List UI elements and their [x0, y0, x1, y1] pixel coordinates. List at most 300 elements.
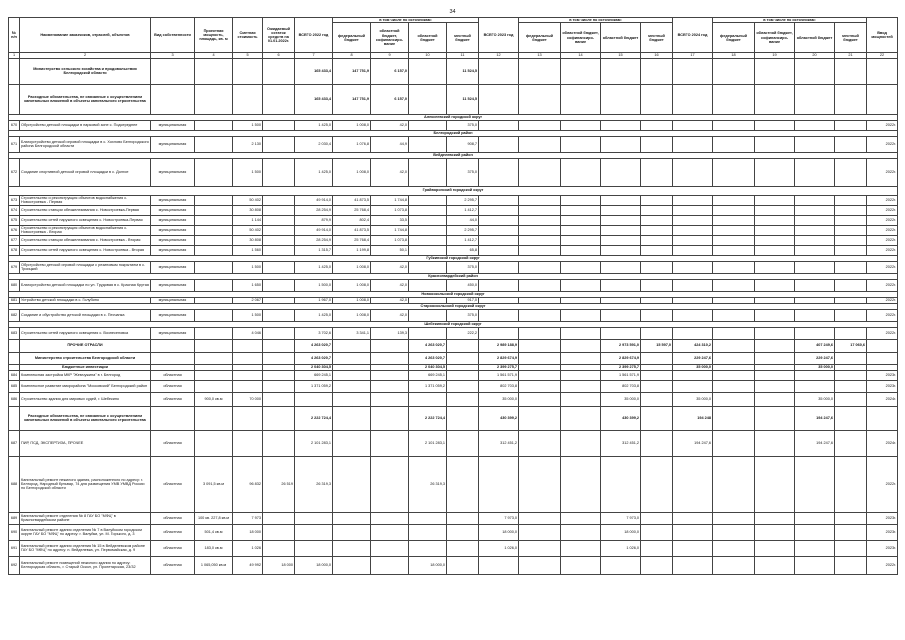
table-cell [641, 327, 673, 339]
table-cell [713, 524, 755, 540]
table-cell [867, 339, 898, 352]
header-regional: областной бюджет [409, 23, 447, 53]
table-cell [795, 524, 835, 540]
table-cell: 28 254,9 [295, 235, 333, 245]
table-cell: 26 319,3 [409, 456, 447, 512]
table-cell [195, 120, 233, 130]
section-title: Шебекинский городской округ [9, 321, 898, 327]
table-cell: 1 008,0 [333, 120, 371, 130]
table-cell [601, 327, 641, 339]
table-cell: 42,0 [371, 297, 409, 303]
table-cell [409, 84, 447, 114]
table-cell [333, 406, 371, 430]
table-cell: муниципальная [151, 215, 195, 225]
table-cell: 7 973,0 [601, 512, 641, 524]
table-cell: 1 315,7 [295, 245, 333, 255]
table-cell [755, 261, 795, 273]
table-cell: Капитальный ремонт нежилого здания, расположенного по адресу: г. Белгород, Народный бульвар, 74 для размещения УМВ УМВД России по Белгородской области [20, 456, 151, 512]
table-cell [479, 195, 519, 205]
table-cell: Комплексное развитие микрорайона "Московский" Белгородский район [20, 380, 151, 392]
table-cell [641, 352, 673, 364]
table-cell [263, 245, 295, 255]
table-cell [195, 158, 233, 186]
table-cell [755, 352, 795, 364]
table-cell: 42,0 [371, 309, 409, 321]
table-cell: 674 [9, 205, 20, 215]
table-cell [479, 245, 519, 255]
table-cell: 1 500,0 [295, 279, 333, 291]
table-cell [561, 430, 601, 456]
table-cell: 2022г. [867, 225, 898, 235]
table-cell: 194 248 [673, 406, 713, 430]
table-cell: 139,3 [371, 327, 409, 339]
table-cell [713, 430, 755, 456]
table-cell: Создание спортивной детской игровой площадки в с. Долгое [20, 158, 151, 186]
table-cell: 50,1 [371, 245, 409, 255]
table-cell [601, 136, 641, 152]
table-cell [755, 430, 795, 456]
table-cell: 1 073,8 [371, 235, 409, 245]
table-cell [641, 136, 673, 152]
table-cell: Строительство станции обезжелезивания с. Новостроевка-Первая [20, 205, 151, 215]
table-row [9, 158, 898, 186]
table-cell [263, 524, 295, 540]
header-capacity: Проектная мощность, площадь, кв. м [195, 18, 233, 53]
table-cell [447, 556, 479, 574]
table-cell [641, 512, 673, 524]
table-cell: 430 399,2 [601, 406, 641, 430]
table-cell [755, 380, 795, 392]
table-cell: 30 808 [233, 235, 263, 245]
table-cell [263, 261, 295, 273]
table-cell [479, 205, 519, 215]
table-cell: 802 703,8 [479, 380, 519, 392]
table-cell [447, 339, 479, 352]
table-cell [561, 205, 601, 215]
column-index: 14 [561, 53, 601, 58]
table-cell [561, 309, 601, 321]
table-cell [333, 339, 371, 352]
table-cell [519, 456, 561, 512]
table-cell [295, 524, 333, 540]
table-cell [371, 524, 409, 540]
table-cell: 1 371 059,2 [409, 380, 447, 392]
table-cell: 1 967,0 [295, 297, 333, 303]
table-cell: ПРОЧИЕ ОТРАСЛИ [20, 339, 151, 352]
table-row [9, 120, 898, 130]
table-row [9, 279, 898, 291]
table-cell [409, 235, 447, 245]
table-cell [601, 195, 641, 205]
table-cell [479, 136, 519, 152]
table-cell [447, 540, 479, 556]
table-cell [195, 339, 233, 352]
table-cell [9, 58, 20, 84]
table-cell [479, 556, 519, 574]
column-index: 2 [20, 53, 151, 58]
table-cell [641, 540, 673, 556]
table-cell [641, 58, 673, 84]
table-cell [835, 279, 867, 291]
table-row [9, 235, 898, 245]
table-cell [263, 235, 295, 245]
table-cell [519, 392, 561, 406]
table-cell [713, 327, 755, 339]
table-cell: муниципальная [151, 245, 195, 255]
table-cell [601, 215, 641, 225]
table-cell [755, 406, 795, 430]
table-cell: 375,0 [447, 158, 479, 186]
table-cell: муниципальная [151, 327, 195, 339]
table-cell: 165 433,4 [295, 84, 333, 114]
table-cell [713, 205, 755, 215]
table-cell [263, 512, 295, 524]
table-cell [479, 456, 519, 512]
table-cell [371, 406, 409, 430]
table-cell [151, 352, 195, 364]
table-cell: 375,0 [447, 309, 479, 321]
table-cell: 35 000,0 [795, 364, 835, 370]
table-cell [795, 556, 835, 574]
table-row [9, 370, 898, 380]
table-cell [713, 279, 755, 291]
table-cell [263, 327, 295, 339]
table-cell [641, 430, 673, 456]
table-cell [195, 225, 233, 235]
table-cell [755, 120, 795, 130]
table-cell [519, 430, 561, 456]
table-cell [195, 279, 233, 291]
table-cell [409, 215, 447, 225]
table-cell: 6 157,0 [371, 84, 409, 114]
table-cell: 669 245,1 [295, 370, 333, 380]
table-cell [151, 339, 195, 352]
table-cell [561, 235, 601, 245]
table-cell: 677 [9, 235, 20, 245]
table-cell: 312 451,2 [601, 430, 641, 456]
table-cell [409, 195, 447, 205]
header-estimate: Сметная стоимость [233, 18, 263, 53]
table-cell: 50 402 [233, 195, 263, 205]
table-cell: 1 026,0 [479, 540, 519, 556]
table-cell: 1 199,8 [333, 245, 371, 255]
table-cell [755, 524, 795, 540]
table-cell [755, 392, 795, 406]
table-cell: муниципальная [151, 235, 195, 245]
table-cell [755, 58, 795, 84]
table-cell: 2 973 591,0 [601, 339, 641, 352]
table-row [9, 524, 898, 540]
table-cell [755, 456, 795, 512]
table-cell: 2022г. [867, 309, 898, 321]
table-cell: 1 026,0 [601, 540, 641, 556]
table-cell: 1 412,7 [447, 205, 479, 215]
table-cell [673, 524, 713, 540]
table-cell [409, 327, 447, 339]
table-cell [195, 235, 233, 245]
page-number: 34 [449, 9, 456, 15]
table-cell: 1 412,7 [447, 235, 479, 245]
header-regional-cofin: областной бюджет, софинансиро-вание [755, 23, 795, 53]
table-cell: 2 101 283,1 [295, 430, 333, 456]
table-row [9, 84, 898, 114]
table-cell [673, 380, 713, 392]
table-cell [601, 84, 641, 114]
table-cell: Устройство детской площадки в с. Голубино [20, 297, 151, 303]
table-cell [479, 225, 519, 235]
table-cell [479, 158, 519, 186]
table-cell: 2 829 674,9 [601, 352, 641, 364]
table-cell [835, 352, 867, 364]
table-cell [561, 327, 601, 339]
table-cell [641, 456, 673, 512]
table-cell: 2023г. [867, 380, 898, 392]
table-cell [263, 309, 295, 321]
table-cell: 25 768,4 [333, 205, 371, 215]
table-cell: ПИР, ПСД, ЭКСПЕРТИЗА, ПРОЧЕЕ [20, 430, 151, 456]
table-cell [835, 430, 867, 456]
table-cell [519, 205, 561, 215]
table-cell: 49 914,0 [295, 225, 333, 235]
table-cell [673, 309, 713, 321]
table-cell [713, 352, 755, 364]
table-cell: 1 561 571,9 [479, 370, 519, 380]
table-cell [601, 456, 641, 512]
table-cell [519, 512, 561, 524]
table-cell [835, 120, 867, 130]
column-index: 7 [295, 53, 333, 58]
table-cell: 2 989 188,9 [479, 339, 519, 352]
table-cell [561, 215, 601, 225]
table-cell [333, 380, 371, 392]
table-cell [409, 512, 447, 524]
table-cell [835, 540, 867, 556]
table-cell [333, 540, 371, 556]
header-federal: федеральный бюджет [333, 23, 371, 53]
table-row [9, 205, 898, 215]
table-cell: 1 008,0 [333, 297, 371, 303]
column-index: 21 [835, 53, 867, 58]
table-cell [561, 540, 601, 556]
column-index: 8 [333, 53, 371, 58]
table-cell: 50 402 [233, 225, 263, 235]
table-cell [519, 327, 561, 339]
table-cell [835, 524, 867, 540]
table-cell: 2022г. [867, 261, 898, 273]
table-cell: 678 [9, 245, 20, 255]
table-cell [519, 58, 561, 84]
table-cell [151, 84, 195, 114]
table-cell [673, 84, 713, 114]
table-cell [673, 195, 713, 205]
table-cell [409, 120, 447, 130]
table-cell [519, 215, 561, 225]
table-cell [641, 279, 673, 291]
table-cell: Расходные обязательства, не связанные с осуществлением капитальных вложений в объекты капитального строительства [20, 406, 151, 430]
column-index: 15 [601, 53, 641, 58]
column-index: 9 [371, 53, 409, 58]
table-cell: 684 [9, 370, 20, 380]
table-row [9, 339, 898, 352]
table-cell [263, 58, 295, 84]
table-cell: 2022г. [867, 195, 898, 205]
table-cell [409, 225, 447, 235]
table-cell: муниципальная [151, 120, 195, 130]
table-cell [795, 512, 835, 524]
column-index: 5 [233, 53, 263, 58]
table-cell [263, 225, 295, 235]
table-cell: 1 650 [233, 279, 263, 291]
table-cell: Строительство здания для мировых судей, г. Шебекино [20, 392, 151, 406]
table-cell [519, 556, 561, 574]
table-cell [561, 158, 601, 186]
table-cell [371, 540, 409, 556]
table-cell: 802,4 [333, 215, 371, 225]
table-cell [867, 84, 898, 114]
header-local: местный бюджет [641, 23, 673, 53]
column-index: 11 [447, 53, 479, 58]
table-row [9, 352, 898, 364]
table-cell: 7 973 [233, 512, 263, 524]
table-cell: 41 873,5 [333, 225, 371, 235]
table-cell [519, 84, 561, 114]
table-cell [795, 58, 835, 84]
table-cell [755, 205, 795, 215]
table-cell [333, 352, 371, 364]
table-cell [561, 120, 601, 130]
table-cell [713, 215, 755, 225]
table-cell: 2 399 275,7 [479, 364, 519, 370]
table-row [9, 540, 898, 556]
table-cell [835, 456, 867, 512]
table-cell: 2022г. [867, 245, 898, 255]
table-cell: 42,0 [371, 261, 409, 273]
table-cell [561, 84, 601, 114]
table-cell [713, 158, 755, 186]
table-cell: 17 060,6 [835, 339, 867, 352]
table-cell [561, 524, 601, 540]
table-cell: областная [151, 512, 195, 524]
table-cell [755, 158, 795, 186]
table-cell: областная [151, 392, 195, 406]
table-cell [713, 380, 755, 392]
table-cell: 4 263 020,7 [295, 352, 333, 364]
table-cell: 2022г. [867, 235, 898, 245]
table-cell [755, 309, 795, 321]
table-cell [641, 406, 673, 430]
table-cell [673, 370, 713, 380]
table-cell: 2 295,7 [447, 225, 479, 235]
table-cell: 35 000,0 [673, 364, 713, 370]
table-cell [835, 195, 867, 205]
table-cell [673, 245, 713, 255]
header-regional-cofin: областной бюджет, софинансиро-вание [371, 23, 409, 53]
table-cell: 2 399 275,7 [601, 364, 641, 370]
table-cell: 2022г. [867, 279, 898, 291]
table-cell: 18 000,0 [295, 556, 333, 574]
table-cell [795, 225, 835, 235]
table-cell [409, 245, 447, 255]
table-cell: 687 [9, 430, 20, 456]
table-cell: 35 000,0 [673, 392, 713, 406]
table-cell: муниципальная [151, 309, 195, 321]
header-sources-2024: в том числе по источникам: [713, 18, 867, 23]
table-cell [447, 392, 479, 406]
table-cell [755, 225, 795, 235]
table-cell [447, 370, 479, 380]
table-cell: 33,5 [371, 215, 409, 225]
table-cell [233, 58, 263, 84]
table-row [9, 456, 898, 512]
table-cell [195, 327, 233, 339]
table-cell: 25 768,4 [333, 235, 371, 245]
table-cell [835, 136, 867, 152]
table-cell [195, 406, 233, 430]
table-cell [263, 120, 295, 130]
table-cell [673, 58, 713, 84]
table-cell [9, 352, 20, 364]
table-cell: 18 000 [263, 556, 295, 574]
table-cell: 1 425,0 [295, 158, 333, 186]
table-cell [9, 406, 20, 430]
table-cell [519, 524, 561, 540]
table-cell [795, 120, 835, 130]
table-cell: 1 425,0 [295, 261, 333, 273]
table-cell: областная [151, 524, 195, 540]
table-cell [795, 195, 835, 205]
table-cell: 3 091,5 кв.м [195, 456, 233, 512]
table-cell: 49 992 [233, 556, 263, 574]
table-cell: 44,9 [371, 136, 409, 152]
table-row [9, 58, 898, 84]
table-cell [641, 235, 673, 245]
table-cell [673, 556, 713, 574]
table-cell: областная [151, 380, 195, 392]
table-cell [519, 195, 561, 205]
table-cell [371, 392, 409, 406]
table-cell [641, 245, 673, 255]
table-cell [295, 512, 333, 524]
section-title: Новооскольский городской округ [9, 291, 898, 297]
section-title: Вейделевский район [9, 152, 898, 158]
table-cell [835, 235, 867, 245]
table-cell [195, 380, 233, 392]
table-cell: 42,0 [371, 158, 409, 186]
table-cell [835, 556, 867, 574]
column-index: 16 [641, 53, 673, 58]
table-cell [713, 406, 755, 430]
table-cell: 147 751,9 [333, 84, 371, 114]
table-cell [835, 370, 867, 380]
table-cell: 1 008,0 [333, 158, 371, 186]
table-cell [195, 136, 233, 152]
table-cell: 2 130 [233, 136, 263, 152]
table-cell: 1 561 571,9 [601, 370, 641, 380]
table-cell [233, 430, 263, 456]
table-cell: 450,0 [447, 279, 479, 291]
table-cell [479, 261, 519, 273]
table-cell: Обустройство детской площадки в парковой зоне с. Подсереднее [20, 120, 151, 130]
table-cell [867, 406, 898, 430]
table-cell: 2 101 283,1 [409, 430, 447, 456]
table-cell: 42,0 [371, 279, 409, 291]
table-cell: 375,0 [447, 261, 479, 273]
table-cell: Строительство станции обезжелезивания с. Новостроевка - Вторая [20, 235, 151, 245]
table-cell [519, 120, 561, 130]
header-regional: областной бюджет [601, 23, 641, 53]
table-cell [263, 430, 295, 456]
table-cell [409, 136, 447, 152]
